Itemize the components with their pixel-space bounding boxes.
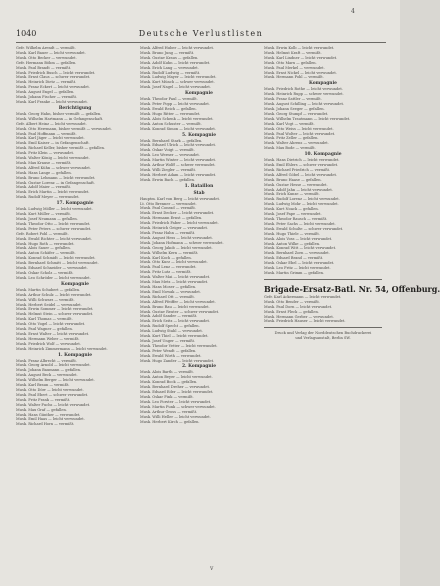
list-item: Musk. Otto Marx — gefallen. (264, 60, 317, 65)
list-item: Musk. Leo Werner — verwundet. (140, 153, 200, 158)
list-item: Musk. August Hess — leicht verwundet. (140, 235, 214, 240)
list-item: Musk. Franz Sattler — vermißt. (264, 97, 322, 102)
section-heading: Stab (193, 190, 205, 196)
list-item: Musk. Max Bode — vermißt. (264, 146, 316, 151)
list-item: Musk. August Beck — verwundet. (16, 373, 78, 378)
list-item: Musk. Erich Seitz — leicht verwundet. (140, 319, 211, 324)
list-item: Musk. Konrad Simon — leicht verwundet. (140, 126, 216, 131)
list-item: Musk. Paul Conrad — vermißt. (140, 206, 196, 211)
list-item: Musk. Ernst Fleck — gefallen. (264, 309, 320, 314)
bottom-mark: v (210, 565, 214, 572)
list-item: Musk. Heinrich Rupp — schwer verwundet. (264, 92, 344, 97)
list-item: Musk. Willi Heller — leicht verwundet. (140, 414, 211, 419)
list-item: Musk. Hugo Roth — verwundet. (16, 241, 75, 246)
list-item: Musk. Paul Dorn — leicht verwundet. (264, 304, 333, 309)
list-item: Musk. Konrad Bock — gefallen. (140, 380, 198, 385)
list-item: Musk. Georg Arnold — leicht verwundet. (16, 363, 91, 368)
list-item: Musk. Ludwig Möller — leicht verwundet. (16, 207, 93, 212)
list-item: Musk. Walter Ahrens — verwundet. (264, 141, 329, 146)
section-heading: Kompagnie (61, 281, 89, 287)
list-item: Musk. Erwin Sommer — leicht verwundet. (16, 307, 94, 312)
list-item: Musk. Oskar Voigt — vermißt. (140, 148, 195, 153)
list-item: Musk. Martin Schubert — gefallen. (16, 287, 81, 292)
list-item: Musk. Friedrich Faber — leicht verwundet. (140, 221, 219, 226)
list-item: Musk. Peter Peters — schwer verwundet. (16, 226, 92, 231)
list-item: Musk. Walter Mai — leicht verwundet. (140, 275, 211, 280)
list-item: Musk. Friedrich Rothe — leicht verwundet. (264, 87, 343, 92)
list-item: Musk. Paul Ebert — schwer verwundet. (16, 392, 89, 397)
list-item: Musk. Wilhelm Kern — vermißt. (140, 250, 199, 255)
list-item: Druck und Verlag der Norddeutschen Buchdruckerei (274, 331, 372, 336)
list-item: Gefr. Wilhelm Arendt — vermißt. (16, 46, 76, 50)
list-item: und Verlagsanstalt, Berlin SW. (295, 336, 351, 341)
section-heading: Berichtigung (58, 105, 92, 111)
list-item: Musk. Josef Pape — verwundet. (264, 212, 322, 217)
list-item: Musk. Emil Ehlers — schwer verwundet. (264, 163, 339, 168)
list-item: Musk. Karl Koch — gefallen. (140, 255, 192, 260)
list-item: Musk. Eduard Ulrich — leicht verwundet. (140, 143, 217, 148)
list-item: Musk. Kurt Müller — vermißt. (16, 212, 71, 217)
list-item: Musk. Richard Horn — vermißt. (16, 422, 75, 427)
list-item: Musk. Hermann Gerber — verwundet. (264, 314, 334, 319)
section-heading: 2. Kompagnie (181, 364, 217, 370)
list-item: Musk. Hans Dietrich — leicht verwundet. (264, 158, 340, 163)
list-item: Musk. Alfred Huber — leicht verwundet. (140, 46, 215, 50)
list-item: Musk. Georg Hahn, bisher vermißt — gefallen. (16, 111, 102, 116)
running-head: Deutsche Verlustlisten (138, 29, 264, 38)
list-item: Musk. Theodor Vetter — leicht verwundet. (140, 343, 218, 348)
list-item: Musk. Adolf Maier — vermißt. (16, 185, 72, 190)
text-column-2 (140, 46, 258, 424)
list-item: Musk. Konrad Witt — leicht verwundet. (264, 246, 337, 251)
list-item: Musk. Willi Ziegler — vermißt. (140, 167, 197, 172)
list-item: Musk. Herbert Kirch — gefallen. (140, 419, 200, 424)
section-heading: 1. Bataillon (184, 183, 214, 189)
list-item: Musk. Anton Wilke — gefallen. (264, 241, 321, 246)
list-item: Musk. Bernhard Zorn — verwundet. (264, 251, 330, 256)
list-item: Musk. Theodor Otto — leicht verwundet. (16, 221, 91, 226)
list-item: Musk. Helmut Stein — schwer verwundet. (16, 312, 94, 317)
list-item: Lt. Otto Brenner — verwundet. (140, 201, 197, 206)
list-item: Musk. Richard Keller, bisher vermißt — gefallen. (16, 146, 106, 151)
list-item: Musk. Max Krause — vermißt. (16, 160, 72, 165)
list-item: Musk. Anton Schuster — vermißt. (140, 121, 202, 126)
list-item: Musk. August Engel — gefallen. (16, 90, 75, 95)
list-item: Musk. Alois Voss — leicht verwundet. (264, 236, 333, 241)
list-item: Musk. Ernst Claus — schwer verwundet. (16, 75, 91, 80)
list-item: Musk. Theodor Rausch — vermißt. (264, 217, 328, 221)
list-item: Musk. Karl Thomas — vermißt. (16, 317, 73, 322)
section-heading: 10. Kompagnie (304, 152, 342, 158)
list-item: Musk. Anton Schäfer — vermißt. (16, 251, 76, 256)
list-item: Musk. Helmut Kraft — vermißt. (264, 50, 322, 55)
list-item: Musk. Fritz Klein — verwundet. (16, 151, 75, 156)
list-item: Musk. Hans Moser — gefallen. (140, 284, 197, 289)
list-item: Musk. Leo Schröder — leicht verwundet. (16, 275, 91, 280)
list-item: Musk. Walter König — leicht verwundet. (16, 156, 90, 161)
list-item: Musk. Emil Nowak — verwundet. (140, 289, 201, 294)
list-item: Musk. Oskar Fink — vermißt. (140, 395, 194, 399)
top-mark: 4 (351, 8, 355, 15)
list-item: Musk. Franz Hahn — vermißt. (140, 231, 196, 235)
list-item: Musk. Richard Friedrich — vermißt. (264, 167, 331, 172)
list-item: Musk. Wilhelm Hartmann — in Gefangenschaft. (16, 116, 104, 121)
list-item: Musk. Oskar Ebel — leicht verwundet. (264, 261, 335, 266)
list-item: Musk. Gustav Kraus — gefallen. (140, 55, 199, 60)
list-item: Musk. Josef Neumann — gefallen. (16, 217, 78, 221)
list-item: Musk. Ewald Reich — gefallen. (140, 106, 197, 111)
list-item: Musk. Karl Franke — leicht verwundet. (16, 99, 88, 104)
list-item: Gefr. Karl Ackermann — leicht verwundet. (264, 294, 342, 299)
list-item: Musk. Paul Merkel — verwundet. (264, 65, 325, 70)
list-item: Musk. Herbert Seidel — verwundet. (16, 302, 82, 307)
list-item: Musk. Eduard Brand — vermißt. (264, 256, 324, 261)
list-item: Musk. Ernst Nickel — leicht verwundet. (264, 70, 337, 75)
list-item: Musk. Konrad Schmidt — leicht verwundet. (16, 256, 96, 261)
list-item: Musk. Josef Unger — vermißt. (140, 338, 196, 343)
page-header (16, 28, 386, 40)
list-item: Musk. Paul Wolter — leicht verwundet. (264, 131, 336, 136)
list-item: Musk. Hans Günther — verwundet. (16, 412, 81, 417)
list-item: Musk. Bernhard Dreher — verwundet. (140, 385, 211, 390)
list-item: Musk. Fritz Lutz — vermißt. (140, 270, 192, 275)
list-item: Musk. Friedrich Busch — leicht verwundet. (16, 70, 96, 75)
list-item: Musk. Emil Kaiser — in Gefangenschaft. (16, 141, 90, 146)
section-heading: 17. Kompagnie (56, 201, 94, 207)
section-heading: 1. Kompagnie (57, 352, 93, 358)
list-item: Musk. Adolf Jahn — leicht verwundet. (264, 187, 334, 192)
list-item: Musk. Karl Lindner — leicht verwundet. (264, 55, 338, 60)
list-item: Musk. Josef Nagel — leicht verwundet. (140, 85, 212, 90)
list-item: Musk. Ernst Walter — leicht verwundet. (16, 331, 90, 336)
list-item: Musk. Wilhelm Trautmann — leicht verwundet. (264, 116, 351, 121)
list-item: Musk. Paul Wagner — gefallen. (16, 327, 73, 332)
list-item: Musk. Gustav Lorenz — in Gefangenschaft. (16, 180, 95, 185)
list-item: Musk. Alois Schenk — leicht verwundet. (140, 116, 214, 121)
list-item: Musk. Heinrich Zimmermann — leicht verwundet. (16, 346, 108, 351)
list-item: Musk. Paul Brandt — vermißt. (16, 65, 72, 70)
list-item: Musk. Otto Dörr — leicht verwundet. (16, 388, 84, 392)
list-item: Musk. Richard Ott — vermißt. (140, 294, 195, 299)
list-item: Musk. Erwin Bach — gefallen. (140, 177, 196, 182)
list-item: Hauptm. Karl von Berg — leicht verwundet. (140, 196, 221, 201)
list-item: Musk. Alois Barth — vermißt. (140, 370, 194, 375)
list-item: Musk. August Schilling — leicht verwundet. (264, 102, 345, 107)
list-item: Musk. Martin Funk — schwer verwundet. (140, 404, 216, 409)
list-item: Musk. Franz Eckert — leicht verwundet. (16, 85, 90, 90)
list-item: Musk. Peter Popp — leicht verwundet. (140, 102, 210, 107)
list-item: Musk. Otto Vogel — leicht verwundet. (16, 322, 86, 327)
list-item: Musk. Johann Hofmann — schwer verwundet. (140, 240, 224, 245)
list-item: Musk. Alfred Göbel — leicht verwundet. (264, 172, 338, 177)
list-item: Musk. Otto Weiss — leicht verwundet. (264, 126, 334, 131)
list-item: Musk. Rudolf Ludwig — vermißt. (140, 70, 201, 75)
list-item: Musk. Hermann Pohl — vermißt. (264, 75, 324, 80)
list-item: Musk. Ewald Richter — leicht verwundet. (16, 236, 93, 241)
list-item: Musk. Bruno Jung — vermißt. (140, 50, 195, 55)
list-item: Musk. Bernhard Schmitt — leicht verwundet. (16, 261, 99, 266)
list-item: Musk. Alois Sauer — gefallen. (16, 246, 71, 251)
list-item: Musk. Kurt Noack — gefallen. (264, 207, 319, 212)
list-item: Musk. Ludwig Mayer — leicht verwundet. (140, 75, 217, 80)
section-rule (264, 279, 382, 280)
text-column-1 (16, 46, 134, 427)
list-item: Musk. Franz Albrecht — vermißt. (16, 358, 77, 363)
list-item: Musk. Bruno Lehmann — leicht verwundet. (16, 175, 96, 180)
list-item: Musk. Johann Fischer — vermißt. (16, 95, 78, 100)
list-item: Musk. Erich Lang — verwundet. (140, 65, 199, 70)
list-item: Musk. Kurt Thiel — leicht verwundet. (140, 334, 209, 339)
list-item: Musk. Adolf Kuhn — leicht verwundet. (140, 60, 211, 65)
list-item: Musk. Johann Baumann — gefallen. (16, 368, 82, 373)
list-item: Musk. Hermann Ernst — gefallen. (140, 216, 203, 221)
list-item: Musk. Friedrich Hauser — leicht verwundet. (264, 319, 346, 324)
list-item: Musk. Arthur Gross — vermißt. (140, 409, 198, 414)
list-item: Musk. Eduard Eder — leicht verwundet. (140, 390, 214, 395)
list-item: Musk. Adolf Sander — vermißt. (140, 314, 198, 319)
list-item: Musk. Bruno Rau — leicht verwundet. (140, 304, 210, 309)
list-item: Musk. Kurt Münch — schwer verwundet. (140, 80, 215, 85)
list-item: Musk. Bruno Haase — gefallen. (264, 177, 322, 182)
header-rule (16, 42, 386, 43)
list-item: Musk. Martin Winter — leicht verwundet. (140, 158, 217, 163)
list-item: Musk. Heinrich Dietz — vermißt. (16, 80, 77, 85)
list-item: Musk. Fritz Zeller — gefallen. (264, 136, 319, 141)
list-item: Musk. Willi Schwarz — vermißt. (16, 297, 75, 302)
list-item: Musk. Paul Lenz — verwundet. (140, 265, 197, 270)
list-item: Musk. Ewald Schulte — schwer verwundet. (264, 226, 344, 231)
section-title: Brigade-Ersatz-Batl. Nr. 54, Offenburg. (264, 283, 440, 294)
list-item: Musk. Max Metz — leicht verwundet. (140, 280, 209, 285)
list-item: Musk. Fritz Frank — vermißt. (16, 397, 71, 402)
list-item: Musk. Erwin Kolb — leicht verwundet. (264, 46, 335, 50)
list-item: Musk. Otto Herrmann, bisher vermißt — verwundet. (16, 126, 112, 131)
footer-rule (264, 327, 382, 328)
list-item: Gefr. Robert Pohl — vermißt. (16, 231, 69, 236)
list-item: Gefr. Albert Heinz — leicht verwundet. (16, 121, 87, 126)
list-item: Musk. Erich Martin — leicht verwundet. (16, 190, 90, 195)
list-item: Musk. Alfred Kühn — schwer verwundet. (16, 165, 91, 170)
list-item: Musk. Oskar Scholz — vermißt. (16, 270, 74, 275)
list-item: Musk. Alfred Pfeiffer — leicht verwundet. (140, 299, 216, 304)
list-item: Gefr. Hermann Böhm — gefallen. (16, 60, 77, 65)
text-column-3 (264, 46, 440, 341)
section-heading: 5. Kompagnie (181, 132, 217, 138)
page-number: 1040 (16, 29, 37, 38)
list-item: Musk. Karl Braun — vermißt. (16, 383, 70, 388)
list-item: Musk. Hugo Thiele — vermißt. (264, 231, 320, 236)
list-item: Musk. Erich Kunze — vermißt. (264, 192, 320, 197)
list-item: Musk. Karl Jäger — leicht verwundet. (16, 136, 85, 141)
list-item: Musk. Hans Lange — gefallen. (16, 170, 72, 175)
list-item: Musk. Leo Forster — leicht verwundet. (140, 399, 212, 404)
list-item: Musk. Walter Fuchs — leicht verwundet. (16, 402, 91, 407)
list-item: Musk. Arthur Schulz — leicht verwundet. (16, 292, 92, 297)
list-item: Musk. Johann Seeger — gefallen. (264, 106, 325, 111)
list-item: Musk. Wilhelm Berger — leicht verwundet. (16, 378, 95, 383)
list-item: Musk. Herbert Adam — leicht verwundet. (140, 172, 217, 177)
list-item: Musk. Peter Sachs — leicht verwundet. (264, 221, 336, 226)
list-item: Musk. Martin Grimm — gefallen. (264, 270, 325, 275)
list-item: Musk. Otto Becker — verwundet. (16, 55, 77, 60)
list-item: Musk. Gustav Hesse — verwundet. (264, 182, 328, 187)
list-item: Musk. Friedrich Wolf — verwundet. (16, 341, 81, 346)
list-item: Musk. Eduard Schneider — verwundet. (16, 266, 88, 271)
list-item: Musk. Peter Wendt — gefallen. (140, 348, 197, 353)
list-item: Musk. Theodor Paul — vermißt. (140, 97, 198, 102)
list-item: Musk. Georg Stumpf — verwundet. (264, 111, 329, 116)
list-item: Musk. Hugo Zander — leicht verwundet. (140, 358, 215, 363)
section-heading: Kompagnie (309, 81, 337, 87)
list-item: Musk. Hugo Ritter — verwundet. (140, 111, 201, 116)
section-heading: Kompagnie (185, 91, 213, 97)
list-item: Musk. Rudolf Lorenz — leicht verwundet. (264, 197, 340, 202)
list-item: Musk. Ernst Decker — leicht verwundet. (140, 211, 215, 216)
list-item: Musk. Ludwig Mohr — leicht verwundet. (264, 202, 339, 207)
list-item: Musk. Arthur Wolff — schwer verwundet. (140, 163, 216, 168)
list-item: Musk. Paul Hoffmann — vermißt. (16, 131, 77, 136)
list-item: Musk. Georg Jakob — leicht verwundet. (140, 245, 213, 250)
list-item: Musk. Rudolf Meyer — verwundet. (16, 195, 80, 200)
list-item: Musk. Anton Beyer — leicht verwundet. (140, 375, 213, 380)
list-item: Musk. Hermann Weber — vermißt. (16, 336, 80, 341)
list-item: Musk. Bernhard Stark — gefallen. (140, 138, 203, 143)
list-item: Musk. Gustav Reuter — schwer verwundet. (140, 309, 220, 314)
list-item: Musk. Heinrich Geiger — verwundet. (140, 226, 209, 231)
list-item: Musk. Max Graf — gefallen. (16, 407, 68, 412)
list-item: Musk. Karl Bauer — leicht verwundet. (16, 50, 86, 55)
list-item: Musk. Ludwig Stahl — verwundet. (140, 329, 203, 334)
list-item: Musk. Ewald Wirth — verwundet. (140, 353, 202, 358)
list-item: Musk. Leo Fritz — leicht verwundet. (264, 266, 331, 271)
list-item: Musk. Otto Kurz — leicht verwundet. (140, 260, 208, 265)
list-item: Musk. Otto Bender — vermißt. (264, 299, 320, 304)
list-item: Musk. Emil Haas — leicht verwundet. (16, 417, 85, 422)
list-item: Musk. Rudolf Specht — gefallen. (140, 324, 200, 329)
list-item: Musk. Karl Vogt — vermißt. (264, 121, 315, 126)
